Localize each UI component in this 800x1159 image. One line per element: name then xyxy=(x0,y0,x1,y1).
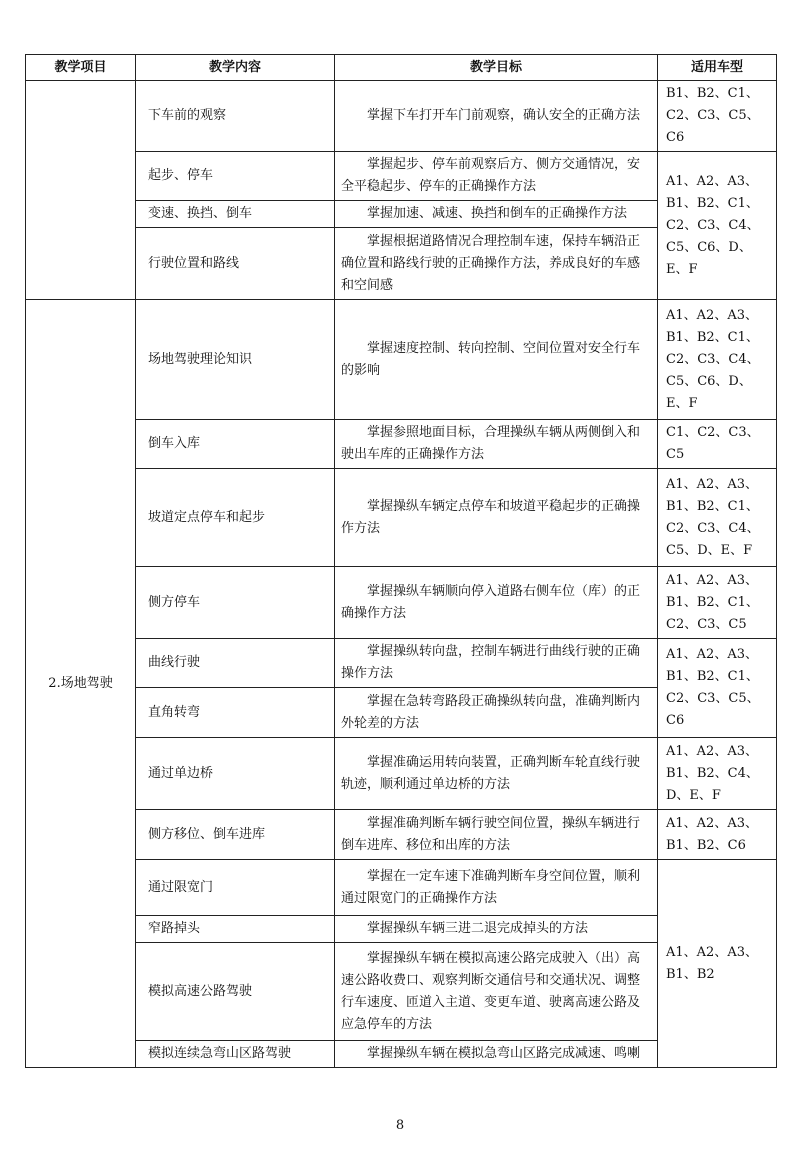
teaching-plan-table xyxy=(25,54,777,1068)
goal-cell: 掌握操纵转向盘，控制车辆进行曲线行驶的正确操作方法 xyxy=(335,639,658,688)
goal-cell: 掌握准确判断车辆行驶空间位置，操纵车辆进行倒车进库、移位和出库的方法 xyxy=(335,810,658,860)
content-cell: 坡道定点停车和起步 xyxy=(136,469,335,567)
goal-cell: 掌握参照地面目标，合理操纵车辆从两侧倒入和驶出车库的正确操作方法 xyxy=(335,420,658,469)
content-cell: 曲线行驶 xyxy=(136,639,335,688)
header-row xyxy=(26,55,777,81)
goal-cell: 掌握操纵车辆顺向停入道路右侧车位（库）的正确操作方法 xyxy=(335,567,658,639)
goal-cell: 掌握操纵车辆在模拟急弯山区路完成减速、鸣喇 xyxy=(335,1041,658,1068)
header-project: 教学项目 xyxy=(26,55,136,81)
vehicle-cell: A1、A2、A3、B1、B2、C1、C2、C3、C4、C5、C6、D、E、F xyxy=(658,152,777,300)
content-cell: 侧方移位、倒车进库 xyxy=(136,810,335,860)
table-row xyxy=(26,860,777,916)
content-cell: 直角转弯 xyxy=(136,688,335,738)
table-row xyxy=(26,300,777,420)
goal-cell: 掌握操纵车辆定点停车和坡道平稳起步的正确操作方法 xyxy=(335,469,658,567)
vehicle-cell: B1、B2、C1、C2、C3、C5、C6 xyxy=(658,81,777,152)
vehicle-cell: A1、A2、A3、B1、B2、C1、C2、C3、C4、C5、D、E、F xyxy=(658,469,777,567)
table-row xyxy=(26,81,777,152)
content-cell: 通过单边桥 xyxy=(136,738,335,810)
table-row xyxy=(26,152,777,201)
goal-cell: 掌握操纵车辆三进二退完成掉头的方法 xyxy=(335,916,658,943)
table-row xyxy=(26,469,777,567)
content-cell: 窄路掉头 xyxy=(136,916,335,943)
content-cell: 下车前的观察 xyxy=(136,81,335,152)
vehicle-cell: A1、A2、A3、B1、B2、C6 xyxy=(658,810,777,860)
vehicle-cell: A1、A2、A3、B1、B2、C1、C2、C3、C5 xyxy=(658,567,777,639)
table-row xyxy=(26,420,777,469)
table-row xyxy=(26,567,777,639)
goal-cell: 掌握根据道路情况合理控制车速，保持车辆沿正确位置和路线行驶的正确操作方法，养成良好的车感和空间感 xyxy=(335,228,658,300)
header-goal: 教学目标 xyxy=(335,55,658,81)
content-cell: 通过限宽门 xyxy=(136,860,335,916)
goal-cell: 掌握速度控制、转向控制、空间位置对安全行车的影响 xyxy=(335,300,658,420)
vehicle-cell: C1、C2、C3、C5 xyxy=(658,420,777,469)
content-cell: 模拟高速公路驾驶 xyxy=(136,943,335,1041)
header-content: 教学内容 xyxy=(136,55,335,81)
content-cell: 场地驾驶理论知识 xyxy=(136,300,335,420)
goal-cell: 掌握起步、停车前观察后方、侧方交通情况，安全平稳起步、停车的正确操作方法 xyxy=(335,152,658,201)
header-vehicle: 适用车型 xyxy=(658,55,777,81)
project-cell-continued xyxy=(26,81,136,300)
content-cell: 侧方停车 xyxy=(136,567,335,639)
vehicle-cell: A1、A2、A3、B1、B2 xyxy=(658,860,777,1068)
vehicle-cell: A1、A2、A3、B1、B2、C1、C2、C3、C5、C6 xyxy=(658,639,777,738)
content-cell: 起步、停车 xyxy=(136,152,335,201)
project-cell: 2.场地驾驶 xyxy=(26,300,136,1068)
table-row xyxy=(26,639,777,688)
content-cell: 倒车入库 xyxy=(136,420,335,469)
goal-cell: 掌握在急转弯路段正确操纵转向盘，准确判断内外轮差的方法 xyxy=(335,688,658,738)
goal-cell: 掌握下车打开车门前观察，确认安全的正确方法 xyxy=(335,81,658,152)
vehicle-cell: A1、A2、A3、B1、B2、C1、C2、C3、C4、C5、C6、D、E、F xyxy=(658,300,777,420)
content-cell: 行驶位置和路线 xyxy=(136,228,335,300)
goal-cell: 掌握准确运用转向装置，正确判断车轮直线行驶轨迹，顺利通过单边桥的方法 xyxy=(335,738,658,810)
table-row xyxy=(26,810,777,860)
content-cell: 变速、换挡、倒车 xyxy=(136,201,335,228)
content-cell: 模拟连续急弯山区路驾驶 xyxy=(136,1041,335,1068)
goal-cell: 掌握操纵车辆在模拟高速公路完成驶入（出）高速公路收费口、观察判断交通信号和交通状况、调整行车速度、匝道入主道、变更车道、驶离高速公路及应急停车的方法 xyxy=(335,943,658,1041)
vehicle-cell: A1、A2、A3、B1、B2、C4、D、E、F xyxy=(658,738,777,810)
goal-cell: 掌握在一定车速下准确判断车身空间位置，顺利通过限宽门的正确操作方法 xyxy=(335,860,658,916)
goal-cell: 掌握加速、减速、换挡和倒车的正确操作方法 xyxy=(335,201,658,228)
page-number: 8 xyxy=(395,1118,405,1133)
table-row xyxy=(26,738,777,810)
